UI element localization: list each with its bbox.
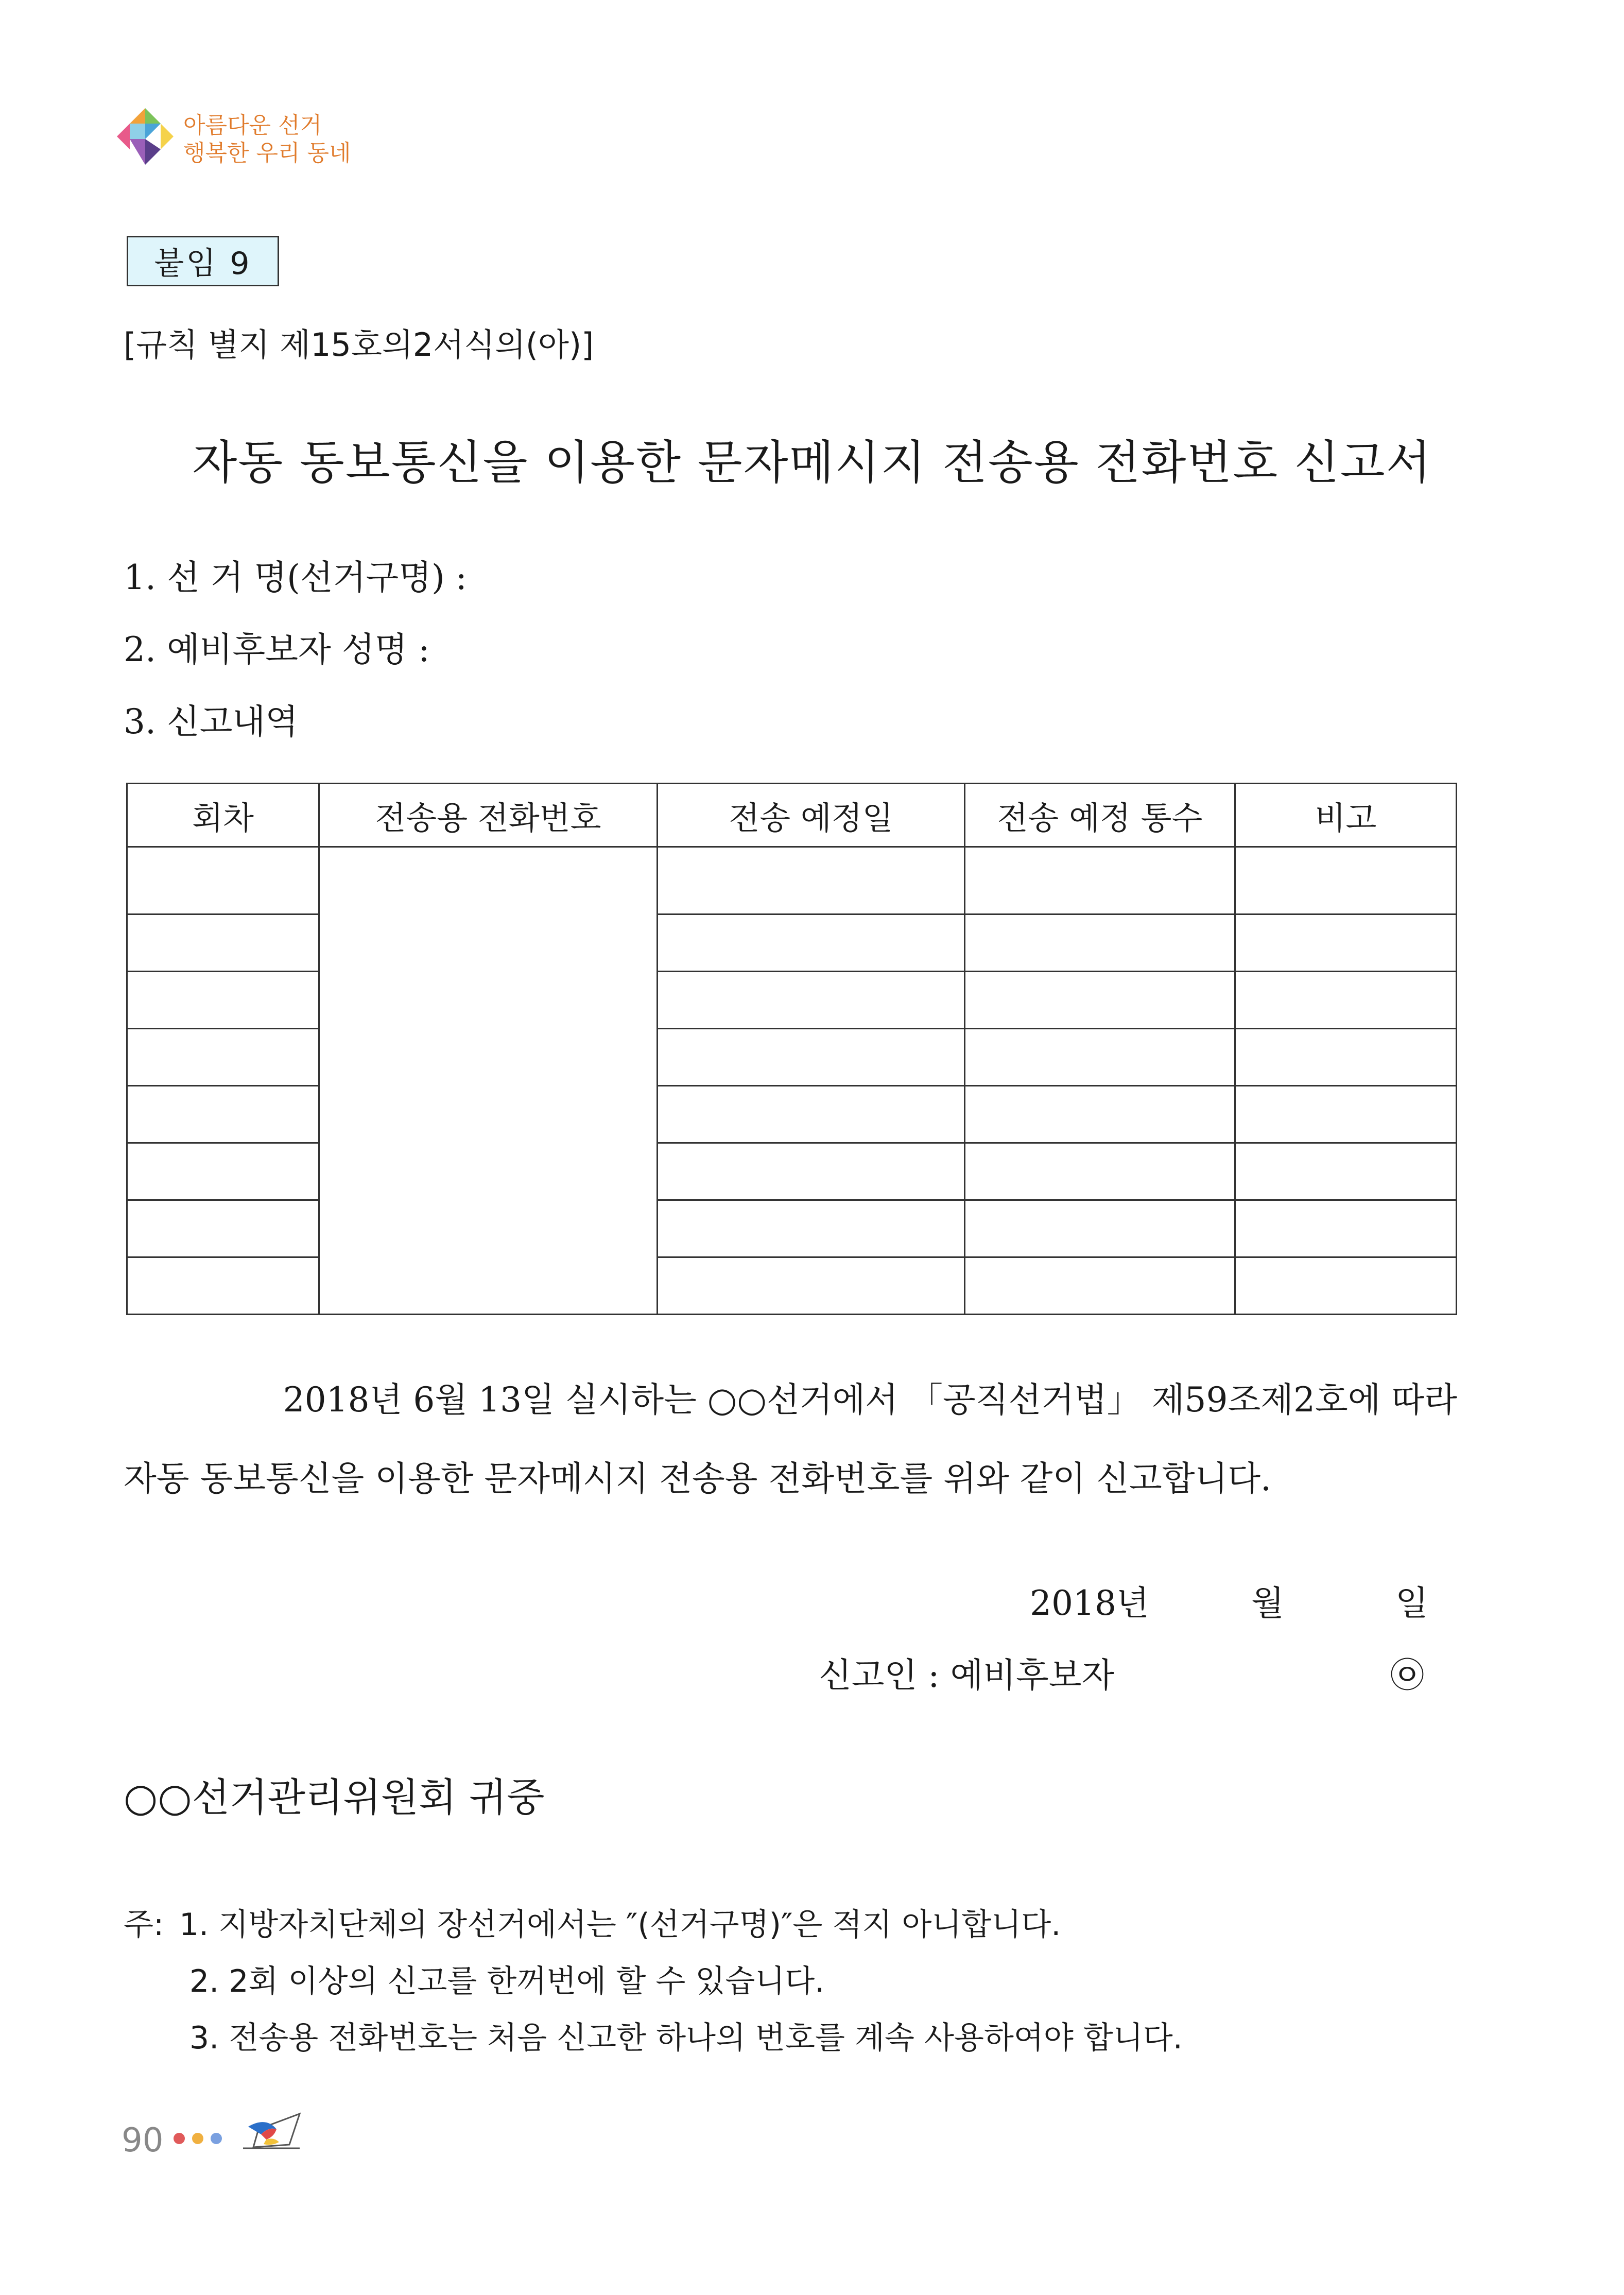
cell-count[interactable] — [965, 1086, 1235, 1143]
col-header-date: 전송 예정일 — [658, 784, 965, 847]
seal-mark: ㉧ — [1390, 1655, 1424, 1695]
logo-text-line2: 행복한 우리 동네 — [183, 140, 351, 166]
logo-text-line1: 아름다운 선거 — [183, 112, 322, 139]
cell-round[interactable] — [127, 1086, 319, 1143]
reporter-line: 신고인 : 예비후보자 — [819, 1655, 1115, 1695]
cell-round[interactable] — [127, 914, 319, 972]
cell-date[interactable] — [658, 1086, 965, 1143]
col-header-count: 전송 예정 통수 — [965, 784, 1235, 847]
statement-line1: 2018년 6월 13일 실시하는 ○○선거에서 「공직선거법」 제59조제2호에 따라 — [283, 1380, 1457, 1420]
cell-phone-merged[interactable] — [319, 847, 658, 1315]
attachment-label: 붙임 9 — [127, 236, 279, 286]
cell-remarks[interactable] — [1235, 1029, 1457, 1086]
cell-remarks[interactable] — [1235, 1200, 1457, 1257]
cell-round[interactable] — [127, 1029, 319, 1086]
note-item: 1. 지방자치단체의 장선거에서는 ″(선거구명)″은 적지 아니합니다. — [179, 1907, 1061, 1943]
cell-round[interactable] — [127, 847, 319, 914]
cell-count[interactable] — [965, 1029, 1235, 1086]
note-item: 3. 전송용 전화번호는 처음 신고한 하나의 번호를 계속 사용하여야 합니다. — [189, 2020, 1183, 2056]
statement-line2: 자동 동보통신을 이용한 문자메시지 전송용 전화번호를 위와 같이 신고합니다. — [124, 1459, 1272, 1498]
cell-count[interactable] — [965, 914, 1235, 972]
col-header-round: 회차 — [127, 784, 319, 847]
cell-remarks[interactable] — [1235, 1143, 1457, 1200]
notes-prefix: 주: — [124, 1907, 164, 1943]
col-header-phone: 전송용 전화번호 — [319, 784, 658, 847]
cell-count[interactable] — [965, 972, 1235, 1029]
cell-date[interactable] — [658, 847, 965, 914]
cell-remarks[interactable] — [1235, 1257, 1457, 1315]
cell-round[interactable] — [127, 1257, 319, 1315]
cell-count[interactable] — [965, 1200, 1235, 1257]
cell-date[interactable] — [658, 1029, 965, 1086]
cell-count[interactable] — [965, 1257, 1235, 1315]
cell-date[interactable] — [658, 914, 965, 972]
document-title: 자동 동보통신을 이용한 문자메시지 전송용 전화번호 신고서 — [192, 436, 1432, 490]
date-month: 월 — [1251, 1583, 1284, 1623]
field-election-name: 1. 선 거 명(선거구명) : — [124, 558, 467, 597]
cell-count[interactable] — [965, 1143, 1235, 1200]
dots-icon — [172, 2131, 229, 2146]
cell-round[interactable] — [127, 972, 319, 1029]
note-item: 2. 2회 이상의 신고를 한꺼번에 할 수 있습니다. — [189, 1963, 825, 1999]
cell-count[interactable] — [965, 847, 1235, 914]
cell-round[interactable] — [127, 1143, 319, 1200]
table-row — [127, 847, 1457, 914]
election-logo-icon — [114, 106, 176, 167]
page-number: 90 — [122, 2121, 164, 2160]
ballot-bird-icon — [238, 2106, 305, 2152]
cell-date[interactable] — [658, 1143, 965, 1200]
date-day: 일 — [1395, 1583, 1428, 1623]
table-header-row — [127, 784, 1457, 847]
cell-round[interactable] — [127, 1200, 319, 1257]
cell-date[interactable] — [658, 972, 965, 1029]
date-year: 2018년 — [1030, 1583, 1149, 1623]
cell-remarks[interactable] — [1235, 972, 1457, 1029]
cell-remarks[interactable] — [1235, 1086, 1457, 1143]
col-header-remarks: 비고 — [1235, 784, 1457, 847]
cell-date[interactable] — [658, 1257, 965, 1315]
field-report-details: 3. 신고내역 — [124, 702, 298, 741]
cell-remarks[interactable] — [1235, 847, 1457, 914]
rule-reference: [규칙 별지 제15호의2서식의(아)] — [124, 326, 594, 364]
cell-date[interactable] — [658, 1200, 965, 1257]
addressee: ○○선거관리위원회 귀중 — [124, 1774, 545, 1820]
report-table — [126, 783, 1457, 1315]
field-candidate-name: 2. 예비후보자 성명 : — [124, 630, 430, 669]
cell-remarks[interactable] — [1235, 914, 1457, 972]
